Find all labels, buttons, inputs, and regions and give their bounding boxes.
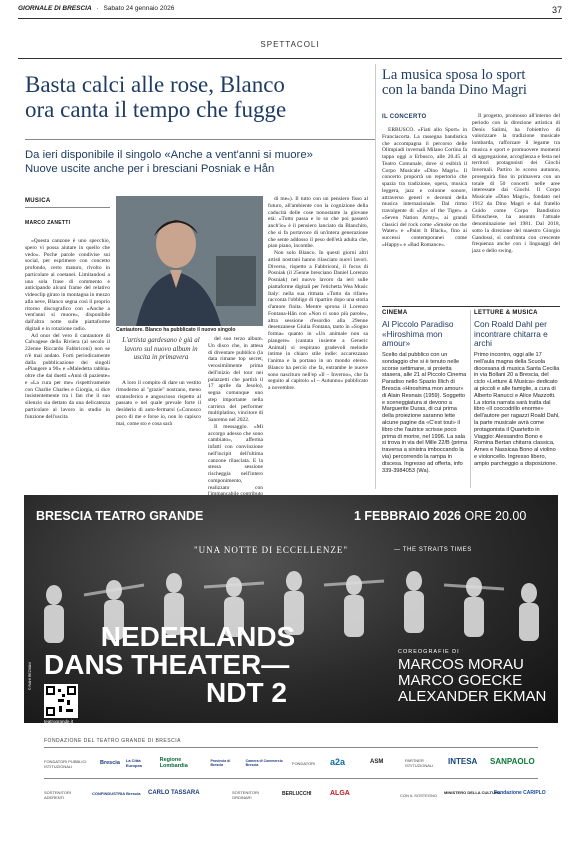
main-column-2: del suo terzo album. Un disco che, in attesa di diventare pubblico (la data rimane top secret, verosimilmente prima dell'inizio del tour nei palazzetti che partirà il 17 aprile da Jesolo), segna comunque uno step importante nella carriera del performer multiplatino, vincitore di Sanremo nel 2022. Il messaggio. «Mi accorgo adesso che sono cambiato», afferma infatti con convinzione nell'incipit dell'ultima canzone rilasciata. E la stessa sessione rischeggia nell'intero componimento, realizzato con <box>208 336 263 491</box>
logo-ministero: MINISTERO DELLA CULTURA <box>444 790 501 795</box>
ad-choreo-label: COREOGRAFIE DI <box>398 649 460 655</box>
ad-company: NEDERLANDS <box>100 621 296 652</box>
concert-column-2: Il progetto, promosso all'interno del periodo con la direzione artistica di Denis Salimi, ha l'obiettivo di valorizzare la tradizione musicale lombarda, rafforzare il legame tra musica e sport e promuovere momenti di aggregazione, accoglienza e festa nel territori protagonisti dei Giochi Invernali. Partiro lo scorso autunno, proseguirà fino in primavera con un totale di 50 concerti nelle aree interessate dai Giochi. Il Corpo Musicale «Dino Magri», fondato nel 1912 da Dino Magri e dal fratello Guido come Corpo Bandistico Erbuschese, ha assunto l'attuale denominazione nel 1981. Dal 2018, sotto la direzione del maestro Giorgio Gandossi, si confronta con crescente frequenza anche con i linguaggi del jazz e dello swing. <box>472 113 560 254</box>
kicker-cinema: CINEMA <box>382 310 408 316</box>
main-column-2b: A loro il compito di dare un vestito rimoderno al "grazie" nostrano, meno stratosferico e angoscioso rispetto al passato e nel quale prevale forte il desiderio di auto-fermarsi («Conosco poco di me e forse io, non lo capisco mai, come sto e cosa sarà <box>116 380 201 427</box>
concert-headline: La musica sposa lo sport con la banda Dino Magri <box>382 67 527 98</box>
concert-column-1: ERBUSCO. «Fiati allo Sport» in Franciacorta. La rassegna bandistica che accompagna il percorso delle Olimpiadi invernali Milano Cortina fa tappa oggi a Erbusco, alle 20.45 al Teatro Comunale, dove si esibirà il Corpo Musicale «Dino Magri». Il concerto proporrà un repertorio che spazia tra tradizione, opera, musica leggera, jazz e colonne sonore, attraverso generi e decenni della musica internazionale. Dal ritmo travolgente di «Eye of the Tiger» a «Seven Nation Army», ai grandi classici del rock come «Smoke on the Water» e «Paint It Black», fino ai successi contemporanei come «Happy» e «Bad Romance». <box>382 127 467 248</box>
letture-headline: Con Roald Dahl per incontrare chitarra e archi <box>474 319 548 348</box>
logo-brescia: Brescia <box>100 760 120 766</box>
logo-berlucchi: BERLUCCHI <box>282 791 312 797</box>
kicker-letture: LETTURE & MUSICA <box>474 310 538 316</box>
ad-url[interactable]: teatrogrande.it <box>44 719 74 724</box>
briefs-divider <box>470 310 471 488</box>
logo-camera-commercio: Camera di Commercio Brescia <box>245 759 283 767</box>
ad-datetime: 1 FEBBRAIO 2026 ORE 20.00 <box>354 509 527 523</box>
logo-citta-europea: La Città Europea <box>125 758 142 768</box>
page-number: 37 <box>551 5 562 15</box>
author-name: MARCO ZANETTI <box>25 220 71 226</box>
ad-tag-source: — THE STRAITS TIMES <box>394 547 472 553</box>
logo-cariplo: Fondazione CARIPLO <box>494 790 546 796</box>
pull-quote: L'artista gardesano è già al lavoro sul nuovo album in uscita in primavera <box>122 336 200 362</box>
ad-company-2: DANS THEATER— <box>44 649 290 680</box>
sostenitori-label: SOSTENITORI ADERENTI <box>44 790 72 800</box>
briefs-rule <box>382 306 560 307</box>
sostegno-label: CON IL SOSTEGNO <box>400 793 437 798</box>
issue-date: Sabato 24 gennaio 2026 <box>103 5 175 12</box>
main-subheadline: Da ieri disponibile il singolo «Anche a vent'anni si muore» Nuove uscite anche per i bresciani Posniak e Hån <box>25 149 313 175</box>
sponsor-rule-2 <box>44 778 538 779</box>
main-column-3: di me»). Il tutto con un pensiero fisso al futuro, all'ambiente con la cognizione della caducità delle cose nonostante la giovane età: «Tutto passa e lo so che poi passerò anch'io» è il pensiero lanciato da Blanchito, che si fa portavoce di un'intera generazione che sente addosso il peso dell'età adulta che, pian piano, incombe. Non solo Blanco. In questi giorni altri artisti nostrani hanno rilasciato nuovi lavori. Diverso, rispetto a Fabbriconi, il focus di Posniak (il 25enne bresciano Daniel Lorenzo Posniak) nel nuovo lavoro da ieri sulle piattaforme digitali per l'etichetta Wea Music Italy: nella sua ritmata «Tutto da rifare» racconta l'obbligo di ripartire dopo una storia d'amore finita. Mentre sprona il Lorenzo Fontana-Hån con «Non ci sono più parole», altra sessione d'esordio alla 29enne desenzanese Giulia Fontana, tanto in «Sogno forma» quanto in «Un animale non sa piangere» (cantata insieme a Generic Animal) si respirano gradevoli melodie intime in chiaro stile indie: accarezzano l'anima e la portano in un mondo etereo. Blanco ha perciò che fa, entrambe le nuove sono nascituro nell'ep «Il – Inverno», che fa seguito al capitolo «I – Autunno» pubblicato a novembre. <box>268 196 368 391</box>
ad-tagline: "UNA NOTTE DI ECCELLENZE" <box>194 545 349 555</box>
logo-intesa: INTESA <box>448 757 478 766</box>
photo-caption: Cantautore. Blanco ha pubblicato il nuovo singolo <box>116 327 236 333</box>
logo-confindustria: CONFINDUSTRIA Brescia <box>92 791 141 796</box>
ad-choreographers: MARCOS MORAU MARCO GOECKE ALEXANDER EKMAN <box>398 656 547 705</box>
column-divider <box>375 64 376 489</box>
logo-tassara: CARLO TASSARA <box>148 790 200 796</box>
fondatori-label: FONDATORI <box>292 761 316 766</box>
founders-logos <box>100 754 290 772</box>
logo-alga: ALGA <box>330 790 350 797</box>
photo-credit: © RAHI REZVANI <box>28 662 32 690</box>
foundation-name: FONDAZIONE DEL TEATRO GRANDE DI BRESCIA <box>44 738 181 744</box>
kicker-concerto: IL CONCERTO <box>382 114 427 120</box>
sponsor-rule <box>44 747 538 748</box>
cinema-text: Scelto dal pubblico con un sondaggio che si è tenuto nelle scorse settimane, si proietta stasera, alle 21 al Piccolo Cinema Paradiso nello Spazio Illich di Brescia «Hiroshima mon amour» di Alain Resnais (1959). Soggetto e sceneggiatura si devono a Marguerite Duras, di cui prima della proiezione saranno lette alcune pagine da «C'est tout» il libro che l'autrice scrisse poco prima di morire, nel 1996. La sala si trova in via del Mille 22/B (prima traversa a sinistra imboccando la via) percorrendo la rampa in discesa. Ingresso ad offerta, info 339-3984053 (Wa). <box>382 352 468 474</box>
ad-company-3: NDT 2 <box>206 677 287 708</box>
headline-rule <box>25 139 375 140</box>
page-header: GIORNALE DI BRESCIA · Sabato 24 gennaio 2026 37 <box>18 5 562 19</box>
qr-code-icon <box>46 686 76 716</box>
logo-a2a: a2a <box>330 757 346 767</box>
portrait-figure-icon <box>116 196 263 326</box>
logo-provincia: Provincia di Brescia <box>210 759 231 767</box>
cinema-headline: Al Piccolo Paradiso «Hiroshima mon amour» <box>382 319 454 348</box>
logo-asm: ASM <box>370 759 384 765</box>
newspaper-name: GIORNALE DI BRESCIA <box>18 5 92 12</box>
ad-venue: BRESCIA TEATRO GRANDE <box>36 509 204 523</box>
sostenitori-ordinari-label: SOSTENITORI ORDINARI <box>232 790 260 800</box>
kicker-rule <box>25 207 110 208</box>
letture-text: Primo incontro, oggi alle 17 nell'aula magna della Scuola diocesana di musica Santa Cecilia in via Bollani 20 a Brescia, del ciclo «Letture & Musica» dedicato ai piccoli e alle famiglie, a cura di Alberto Ranucci e Alice Mazzotti. La storia narrata sarà tratta dal libro «Il coccodrillo enorme» dell'autore per ragazzi Roald Dahl, la parte musicale avrà come protagonista il Quartetto in Viaggio: Alessandro Bono e Romina Bertan chitarra classica, Arnes e Nassicaa Bono al violino e violoncello. Ingresso libero, ampio parcheggio a disposizione. <box>474 352 560 467</box>
founders-label: FONDATORI PUBBLICI ISTITUZIONALI <box>44 759 87 769</box>
logo-sanpaolo: SANPAOLO <box>490 757 535 766</box>
section-title: SPETTACOLI <box>260 40 320 49</box>
section-rule <box>18 58 562 59</box>
main-headline: Basta calci alle rose, Blanco ora canta il tempo che fugge <box>25 72 287 122</box>
blanco-photo <box>116 196 263 326</box>
kicker-musica: MUSICA <box>25 198 51 204</box>
main-column-1: «Questa canzone è uno specchio, spero vi possa aiutare in quello che vedo». Poche parole condivise sui social, per esprimere con concetto profondo, certo maturo, rivolto in particolare ai coetanei. Limitandosi a una sola frase di commento e anticipando alcuni frame del relativo videoclip girato in montagna in mezzo alla neve, Blanco segna così il proprio ritorno discografico con «Anche a vent'anni si muore», disponibile dall'altra notte sulle piattaforme digitali e in rotazione radio. Ad onor del vero il cantautore di Calvagese della Riviera (al secolo il 22enne Riccardo Fabbriconi) non se n'è mai andato. Forti periodicamente dalla pubblicazione dei singoli «Piangere a 90» e «Maledetta rabbia» oltre che dai duetti «Anni di paziente» e «La cura per me» rispettivamente con Charlie Charles e Giorgia, si dice insistentemente tra i fan che il suo silenzio sia dettato da una delicatezza particolare al lavoro in studio in funzione dell'uscita <box>25 238 110 420</box>
partner-label: PARTNER ISTITUZIONALI <box>405 758 434 768</box>
logo-regione: Regione Lombardia <box>159 757 188 769</box>
qr-code[interactable] <box>44 684 78 718</box>
